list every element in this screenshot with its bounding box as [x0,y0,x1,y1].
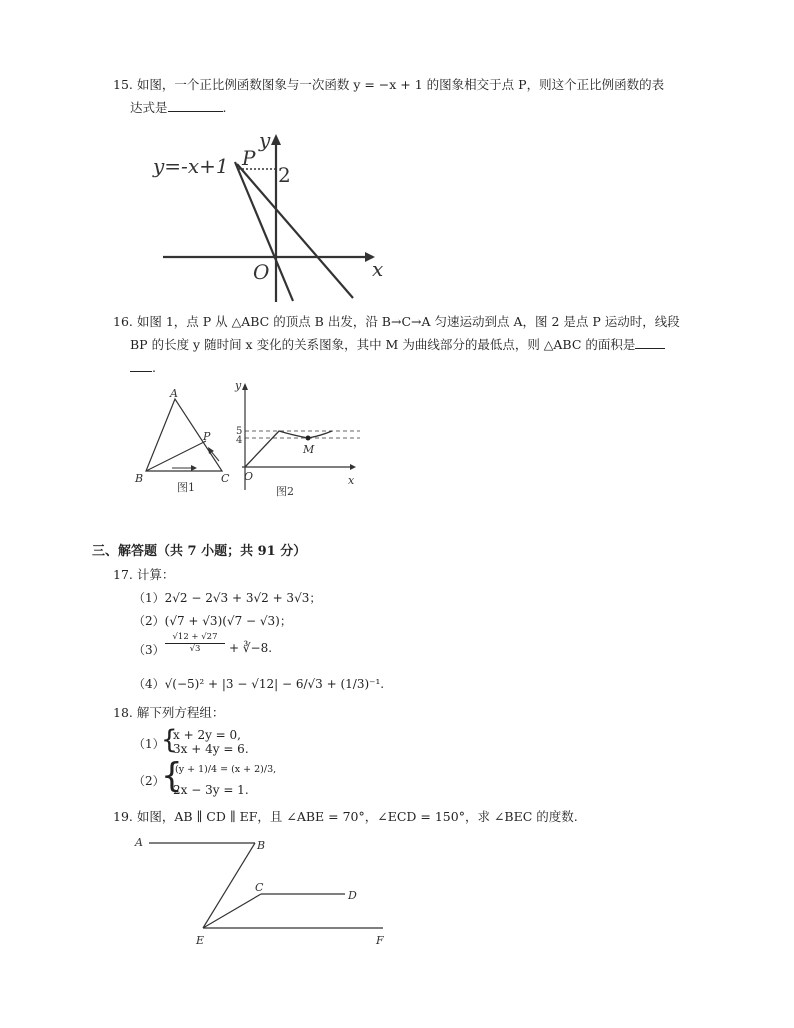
q15-label-P: P [242,146,256,170]
q16-fig2-y-arrow [242,383,248,390]
q16-figure1-triangle [130,385,235,495]
q15-label-2: 2 [278,163,291,187]
q17-title: 17. 计算： [113,567,175,582]
q15-label-eq: y=-x+1 [153,154,229,178]
q18-system1-brace: { [161,725,178,755]
q16-text-line3 [130,359,156,377]
q15-figure [145,128,395,306]
q19-label-E: E [196,934,205,947]
q18-title: 18. 解下列方程组： [113,705,225,720]
q18-system2-brace: { [161,756,183,796]
q18-system1-label: （1） [133,737,165,751]
q19-label-D: D [348,889,357,902]
q15-label-O: O [253,260,270,284]
q16-fig2-label-x: x [348,474,355,487]
q18-system2-eq1: (y + 1)/4 = (x + 2)/3, [175,764,277,775]
q18-system2-eq2: 2x − 3y = 1. [173,783,249,797]
q18-system2-label: （2） [133,774,165,788]
q19-label-A: A [135,836,143,849]
q16-label-B: B [135,472,144,485]
q19-label-F: F [376,934,384,947]
q16-answer-blank-part2 [130,371,152,372]
q16-answer-blank-part1 [635,348,665,349]
q16-label-A: A [170,387,178,400]
q15-text-line2-end: . [222,100,227,115]
q16-label-C: C [221,472,230,485]
q16-caption-fig2: 图2 [276,485,294,498]
q15-answer-blank [168,111,223,112]
q19-figure [125,832,395,952]
q18-system1 [133,725,293,758]
q16-fig2-label-O: O [244,470,254,483]
q17-part4: （4）√(−5)² + |3 − √12| − 6/√3 + (1/3)⁻¹. [133,677,385,691]
q16-fig2-label-4: 4 [236,435,243,446]
q18-system1-eq2: 3x + 4y = 6. [173,742,249,756]
q18-system2 [133,758,303,800]
q15-label-y: y [259,128,271,152]
q15-text-line2-start: 达式是 [130,100,168,115]
q16-fig2-label-M: M [303,443,315,456]
q17-part3-rest: + ∛−8. [229,641,273,655]
q16-text-line2-body: BP 的长度 y 随时间 x 变化的关系图象，其中 M 为曲线部分的最低点，则 △ABC 的面积是 [130,337,636,352]
q16-fig2-curve [245,431,332,467]
q16-fig2-label-5: 5 [236,426,243,437]
q18-system1-eq1: x + 2y = 0, [173,728,241,742]
q16-arrow-ca-head [208,447,214,454]
q17-part2: （2）(√7 + √3)(√7 − √3)； [133,614,292,628]
q15-y-arrow [271,134,281,145]
q17-part3-numerator: √12 + √27 [165,632,225,644]
q15-text-line1: 15. 如图，一个正比例函数图象与一次函数 y = −x + 1 的图象相交于点 P，则这个正比例函数的表 [113,77,665,92]
q19-line-BE [203,843,255,928]
q16-text-line3-end: . [152,360,156,375]
q16-segment-bp [146,441,206,471]
q16-text-line2 [130,336,665,354]
q15-text-line2 [130,99,227,117]
q17-part3-fraction [165,632,225,655]
section-title: 三、解答题（共 7 小题；共 91 分） [92,544,307,559]
q19-line-EC [203,894,261,928]
q16-fig2-label-y: y [235,379,242,392]
q19-text: 19. 如图，AB ∥ CD ∥ EF，且 ∠ABE = 70°，∠ECD = 150°，求 ∠BEC 的度数. [113,809,578,824]
q19-label-C: C [255,881,264,894]
q17-part3-denominator: √3 [189,644,201,654]
q19-label-B: B [257,839,266,852]
q16-label-P: P [203,430,211,443]
q17-part1: （1）2√2 − 2√3 + 3√2 + 3√3； [133,591,322,605]
q16-triangle-abc [146,399,222,471]
q17-part3-label: （3） [133,643,165,657]
q16-caption-fig1: 图1 [177,481,195,494]
q16-text-line1: 16. 如图 1，点 P 从 △ABC 的顶点 B 出发，沿 B→C→A 匀速运动到点 A，图 2 是点 P 运动时，线段 [113,314,680,329]
q15-label-x: x [372,257,384,281]
q16-fig2-point-M [306,436,311,441]
q16-fig2-x-arrow [350,464,356,470]
q16-arrow-bc-head [191,465,197,471]
q16-figure2-graph [230,378,365,500]
